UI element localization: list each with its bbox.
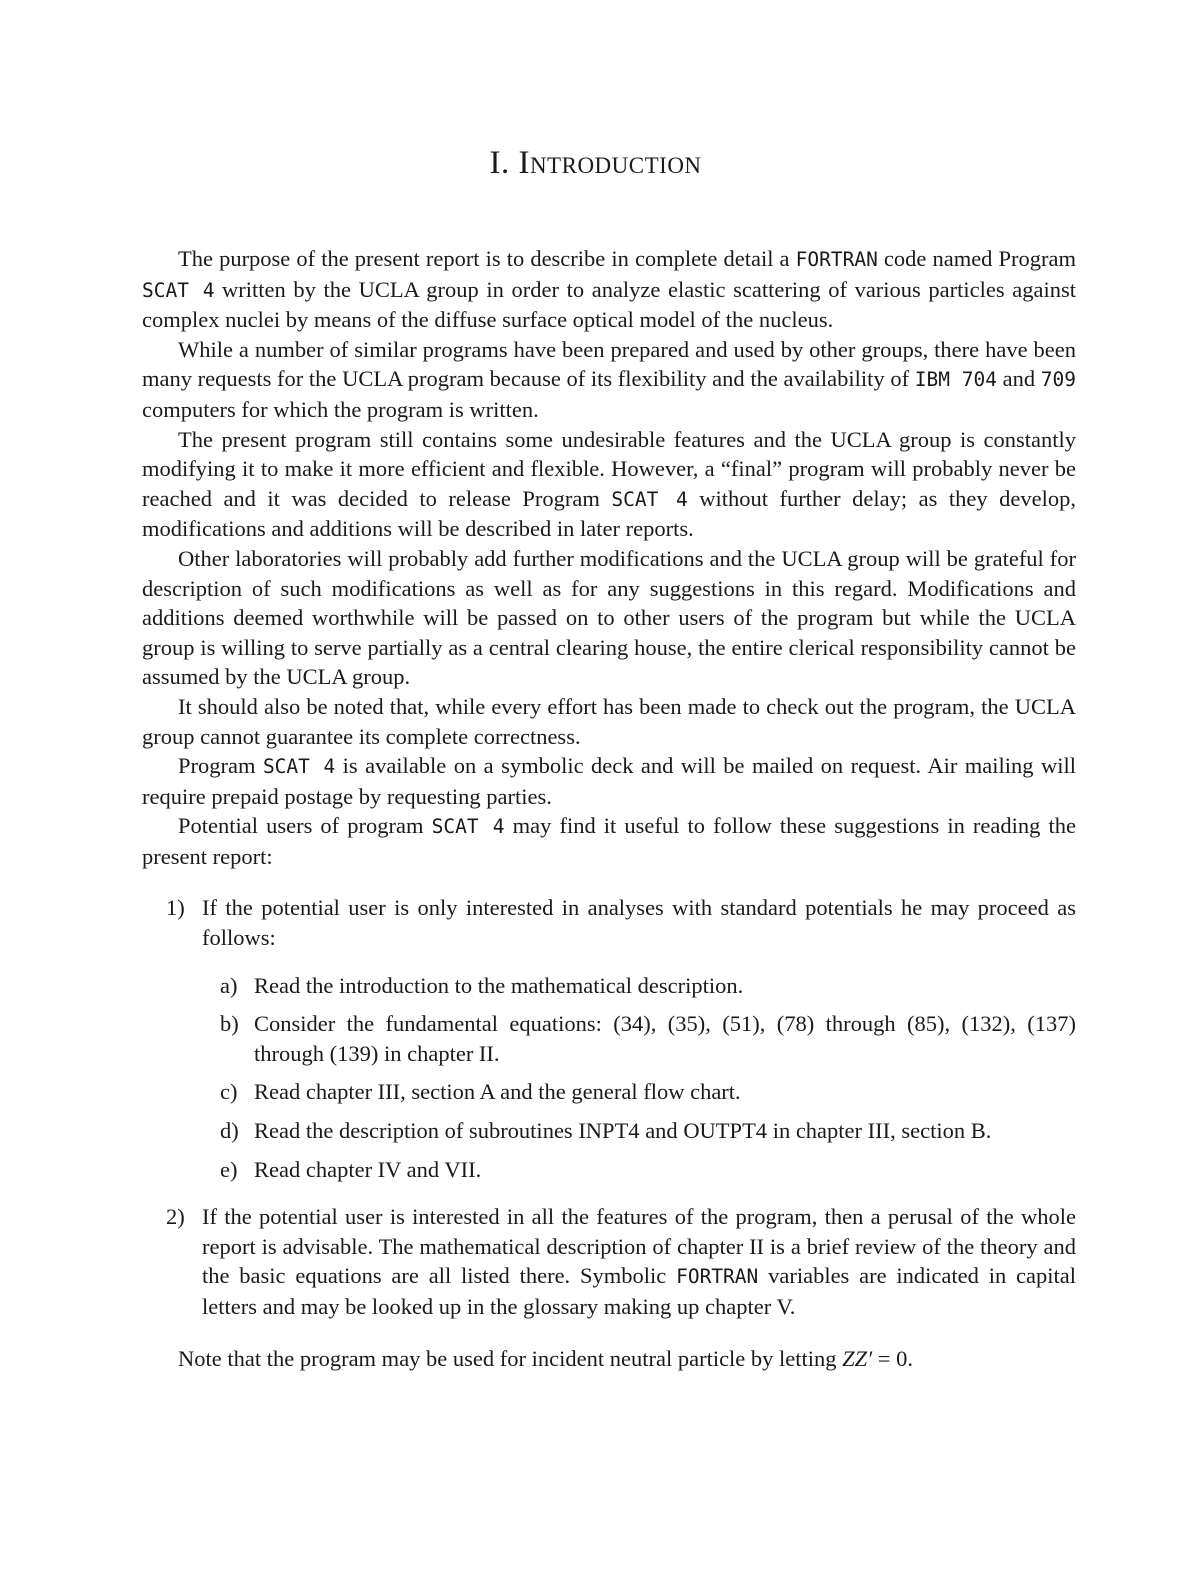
text-run: without further delay; as they develop, modifications and additions will be described in later reports. (142, 485, 1076, 542)
section-heading (0, 145, 1191, 182)
paragraph-3 (142, 425, 1076, 544)
sub-item-c (202, 1077, 1076, 1107)
section-title: Introduction (518, 145, 702, 181)
text-run: written by the UCLA group in order to analyze elastic scattering of various particles against complex nuclei by means of the diffuse surface optical model of the nucleus. (142, 276, 1076, 333)
text-run: Note that the program may be used for incident neutral particle by letting (178, 1345, 843, 1371)
subroutine-name: OUTPT4 (683, 1118, 768, 1144)
text-run: While a number of similar programs have been prepared and used by other groups, there have been many requests for the UCLA program because of its flexibility and the availability of (142, 336, 1076, 392)
list-marker: a) (220, 972, 238, 998)
text-run: The present program still contains some undesirable features and the UCLA group is constantly modifying it to make it more efficient and flexible. However, a “final” program will probably never be reached and it was decided to release Program (142, 426, 1076, 511)
text-run: Potential users of program (178, 813, 432, 839)
paragraph-4: Other laboratories will probably add further modifications and the UCLA group will be grateful for description of such modifications as well as for any suggestions in this regard. Modifications and additions deemed worthwhile will be passed on to other users of the program but while the UCLA group is willing to serve partially as a central clearing house, the entire clerical responsibility cannot be assumed by the UCLA group. (142, 545, 1076, 690)
code-term: SCAT 4 (262, 755, 336, 779)
sub-item-b (202, 1009, 1076, 1068)
text-run: code named Program (877, 246, 1076, 271)
text-run: The purpose of the present report is to describe in complete detail a (178, 246, 796, 271)
closing-note (142, 1344, 1076, 1374)
text-run: and (639, 1118, 684, 1144)
text-run: is available on a symbolic deck and will be mailed on request. Air mailing will require prepaid postage by requesting parties. (142, 753, 1076, 809)
text-run: variables are indicated in capital letters and may be looked up in the glossary making up chapter V. (202, 1263, 1077, 1319)
list-item-2 (142, 1202, 1076, 1321)
list-item-1 (142, 893, 1076, 1184)
suggestions-list (142, 893, 1076, 1321)
list-marker: 1) (166, 895, 185, 921)
text-run: If the potential user is interested in all the features of the program, then a perusal of the whole report is advisable. The mathematical description of chapter II is a brief review of the theory and the basic equations are all listed there. Symbolic (202, 1204, 1076, 1289)
section-number: I. (489, 145, 510, 181)
code-term: FORTRAN (676, 1265, 759, 1289)
paragraph-7 (142, 811, 1076, 871)
text-run: Program (178, 753, 263, 779)
sub-item-e (202, 1155, 1076, 1185)
paragraph-6 (142, 751, 1076, 811)
sub-item-text: Consider the fundamental equations: (34), (35), (51), (78) through (85), (132), (137) through (139) in chapter II. (254, 1011, 1076, 1066)
code-term: SCAT 4 (142, 278, 215, 302)
sub-list (202, 971, 1076, 1185)
list-marker: c) (220, 1079, 238, 1105)
subroutine-name: INPT4 (578, 1118, 640, 1144)
code-term: SCAT 4 (611, 487, 688, 511)
list-marker: e) (220, 1156, 238, 1182)
math-expression: ZZ′ (842, 1345, 873, 1371)
paragraph-2 (142, 335, 1076, 425)
sub-item-text: Read the introduction to the mathematical description. (254, 972, 744, 998)
list-item-text: If the potential user is only interested in analyses with standard potentials he may proceed as follows: (202, 895, 1076, 951)
list-marker: 2) (166, 1204, 185, 1230)
text-run: may find it useful to follow these suggestions in reading the present report: (142, 813, 1076, 869)
paragraph-1 (142, 244, 1076, 335)
body-text (142, 244, 1076, 1373)
text-run: = 0. (872, 1345, 913, 1371)
code-term: 709 (1040, 368, 1076, 392)
sub-item-a (202, 971, 1076, 1001)
paragraph-5: It should also be noted that, while every effort has been made to check out the program, the UCLA group cannot guarantee its complete correctness. (142, 693, 1076, 749)
code-term: FORTRAN (795, 248, 878, 271)
text-run: in chapter III, section B. (767, 1118, 992, 1144)
text-run: and (996, 366, 1041, 392)
list-marker: d) (220, 1118, 239, 1144)
code-term: SCAT 4 (431, 815, 505, 839)
sub-item-text: Read chapter IV and VII. (254, 1156, 482, 1182)
list-marker: b) (220, 1011, 239, 1037)
code-term: IBM 704 (914, 368, 997, 392)
sub-item-d (202, 1116, 1076, 1146)
text-run: computers for which the program is written. (142, 396, 539, 422)
sub-item-text: Read chapter III, section A and the general flow chart. (254, 1079, 741, 1105)
text-run: Read the description of subroutines (254, 1118, 579, 1144)
